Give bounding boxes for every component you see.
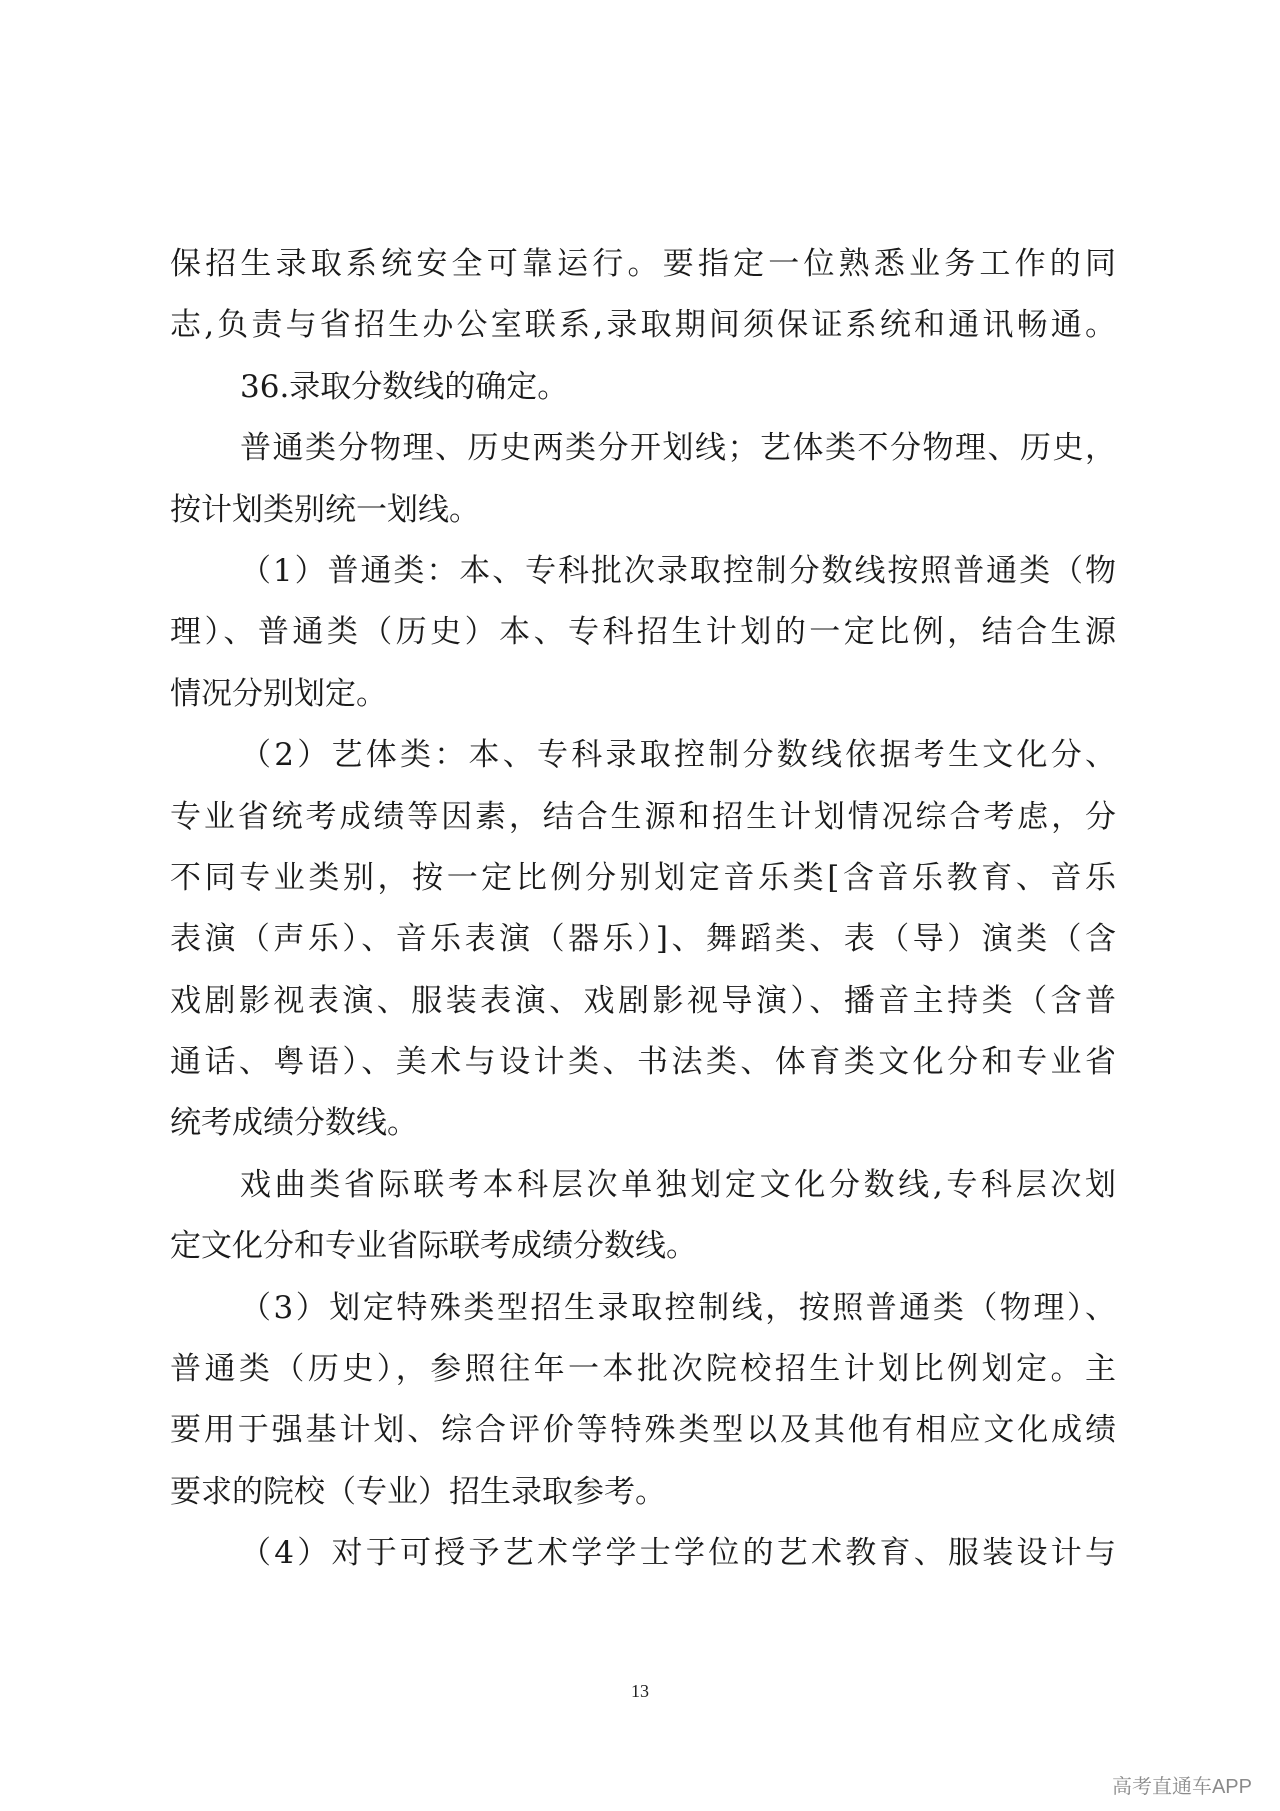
text-line: （1）普通类：本、专科批次录取控制分数线按照普通类（物 [240,552,1116,589]
text-line: 情况分别划定。 [170,675,387,712]
text-line: 要求的院校（专业）招生录取参考。 [170,1473,666,1510]
text-line: 统考成绩分数线。 [170,1105,418,1142]
document-body [170,234,1116,1585]
text-line: 戏曲类省际联考本科层次单独划定文化分数线,专科层次划 [240,1166,1116,1203]
text-line: 表演（声乐）、音乐表演（器乐）]、舞蹈类、表（导）演类（含 [170,921,1116,958]
text-line: 戏剧影视表演、服装表演、戏剧影视导演）、播音主持类（含普 [170,982,1116,1019]
text-line: 按计划类别统一划线。 [170,491,480,528]
text-line: 专业省统考成绩等因素，结合生源和招生计划情况综合考虑，分 [170,798,1116,835]
text-line: 要用于强基计划、综合评价等特殊类型以及其他有相应文化成绩 [170,1412,1116,1449]
watermark: 高考直通车APP [1111,1776,1252,1798]
text-line: 通话、粤语）、美术与设计类、书法类、体育类文化分和专业省 [170,1044,1116,1081]
text-line: 定文化分和专业省际联考成绩分数线。 [170,1228,697,1265]
text-line: 普通类（历史），参照往年一本批次院校招生计划比例划定。主 [170,1351,1116,1388]
text-line: 理）、普通类（历史）本、专科招生计划的一定比例，结合生源 [170,614,1116,651]
text-line: （3）划定特殊类型招生录取控制线，按照普通类（物理）、 [240,1289,1116,1326]
text-line: 普通类分物理、历史两类分开划线；艺体类不分物理、历史， [240,430,1116,467]
page-number: 13 [631,1681,649,1701]
text-line: 志,负责与省招生办公室联系,录取期间须保证系统和通讯畅通。 [170,307,1116,344]
text-line: （2）艺体类：本、专科录取控制分数线依据考生文化分、 [240,737,1116,774]
text-line: 保招生录取系统安全可靠运行。要指定一位熟悉业务工作的同 [170,246,1116,282]
text-line: （4）对于可授予艺术学学士学位的艺术教育、服装设计与 [240,1535,1116,1572]
text-line: 不同专业类别，按一定比例分别划定音乐类[含音乐教育、音乐 [170,859,1116,896]
section-heading: 36.录取分数线的确定。 [240,368,569,405]
